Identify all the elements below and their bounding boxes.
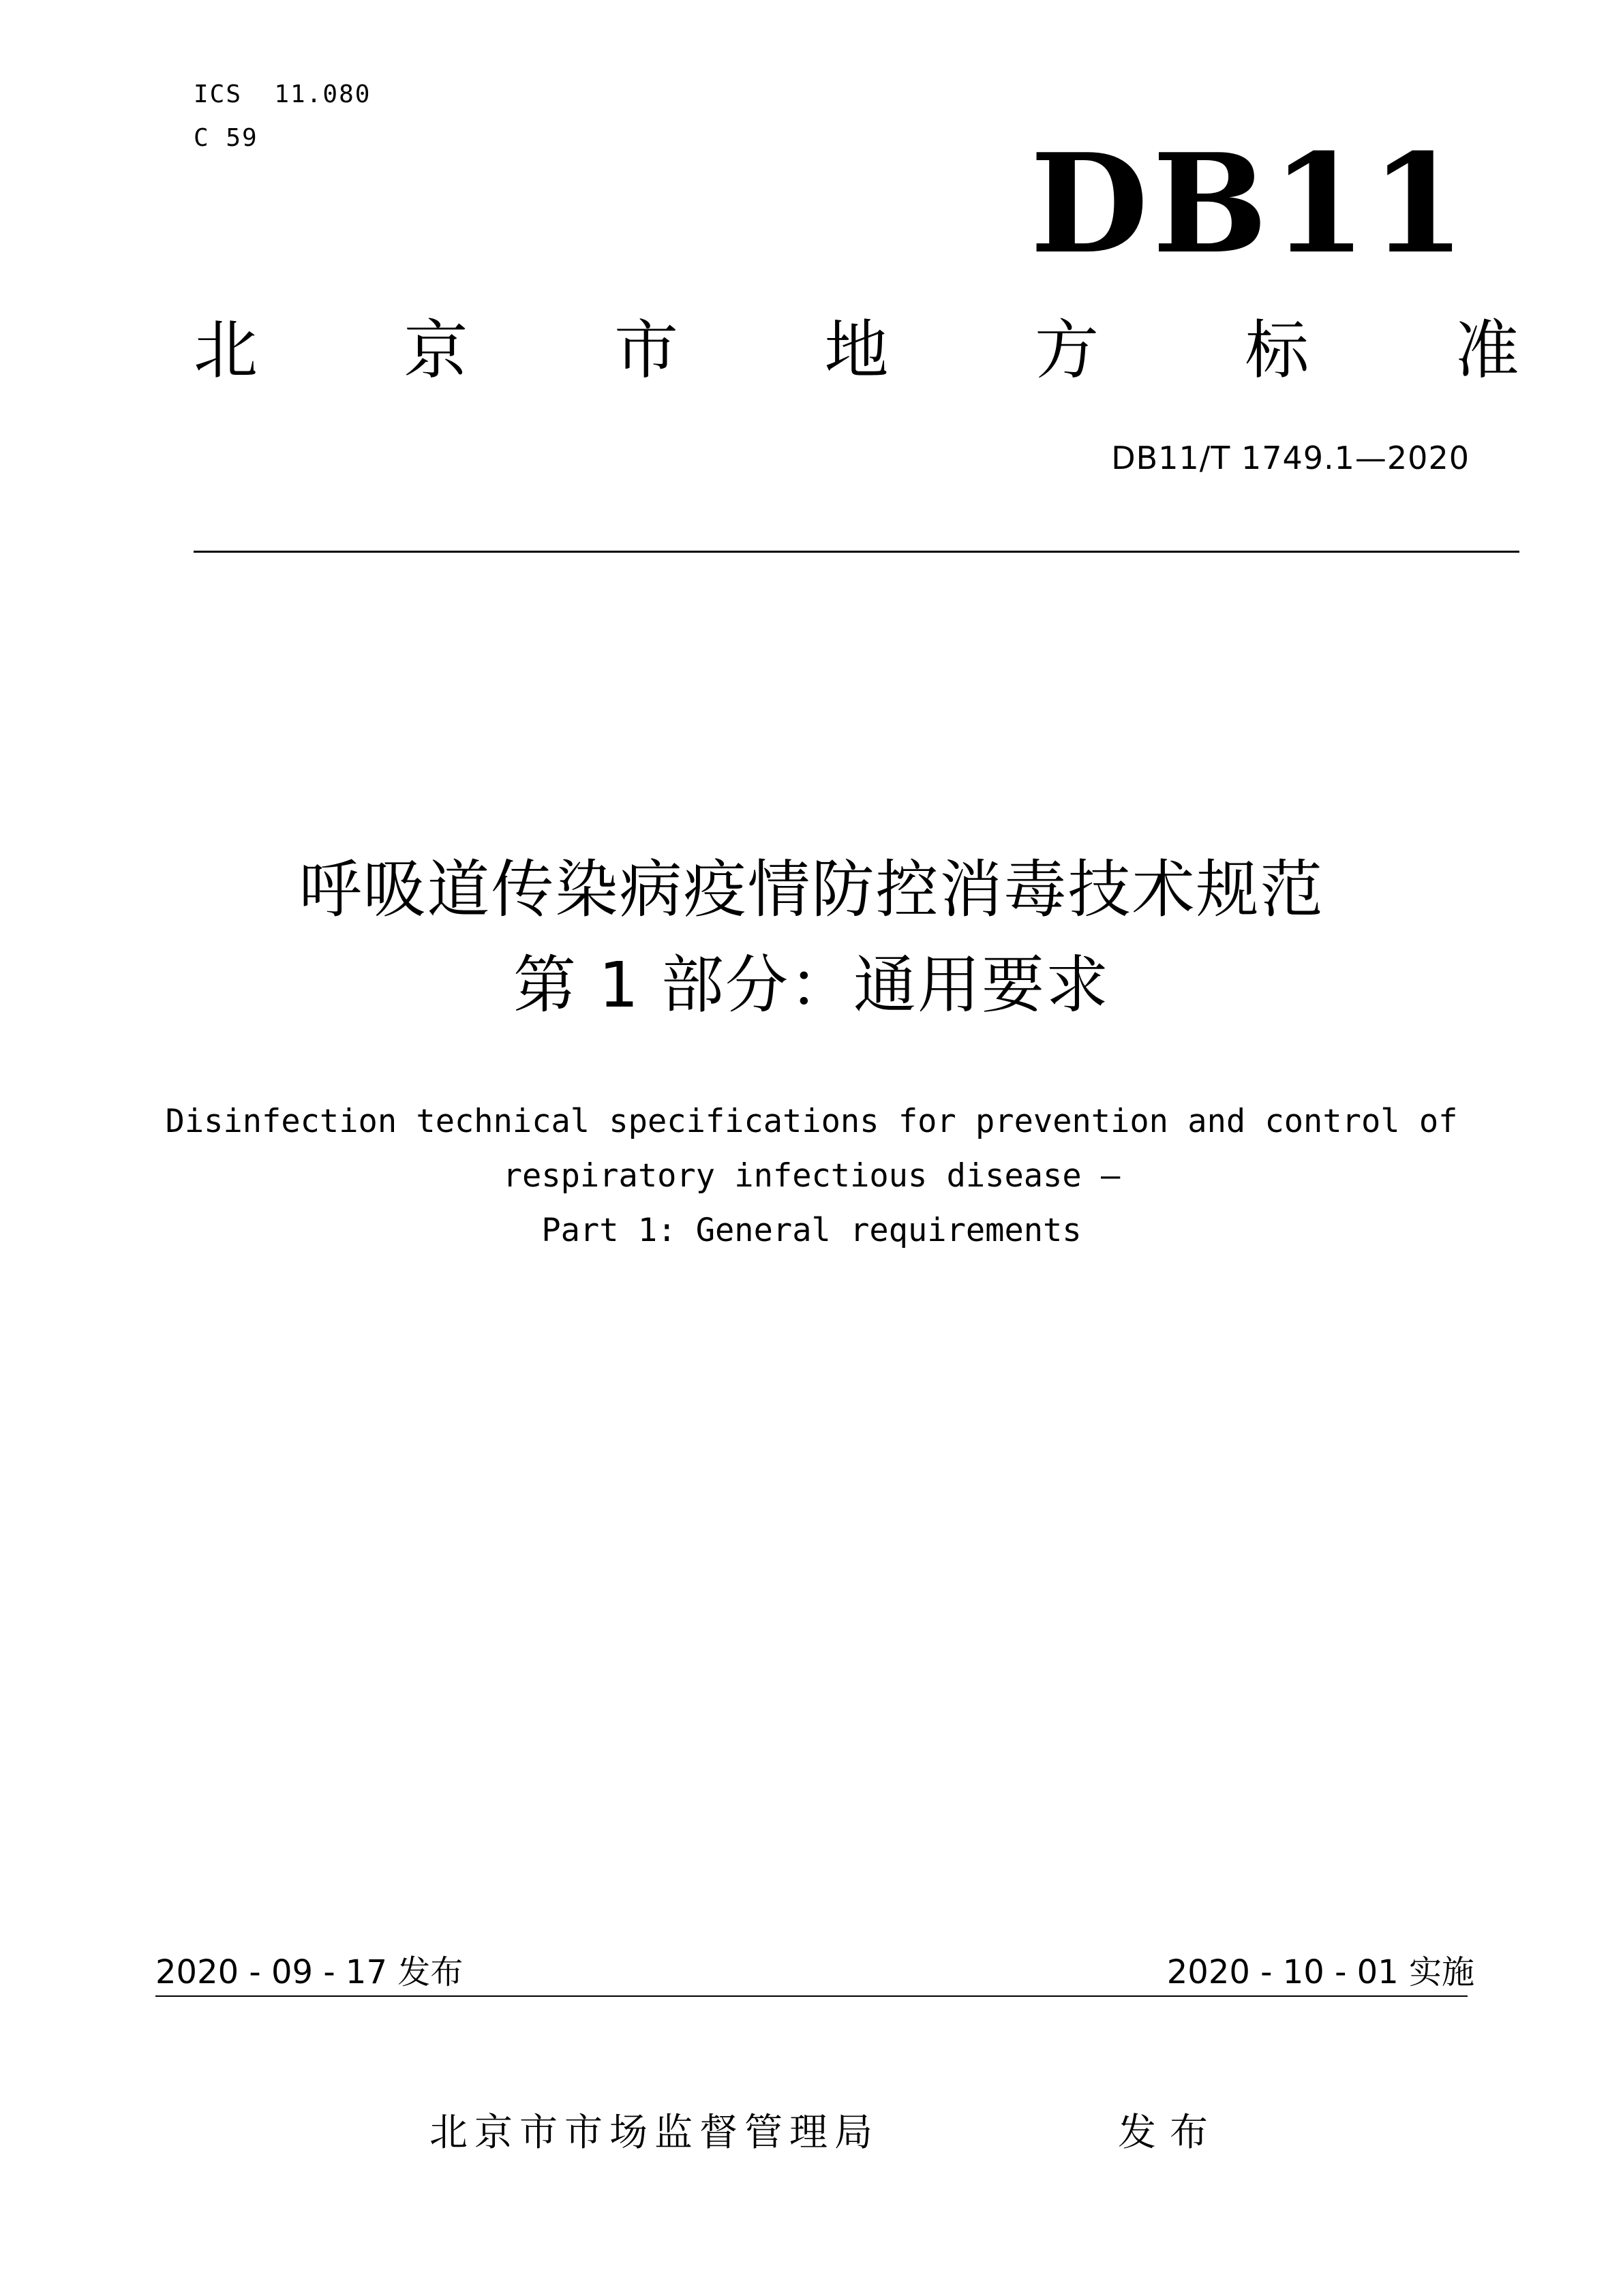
ics-code: ICS 11.080 — [194, 80, 371, 108]
publisher-name: 北京市市场监督管理局 — [429, 2111, 879, 2155]
en-title-line-1: Disinfection technical specifications for prevention and control of — [165, 1103, 1458, 1140]
issue-date: 2020 - 09 - 17 发布 — [155, 1953, 464, 1991]
publish-label: 发布 — [1118, 2111, 1222, 2155]
cn-title-line-1: 呼吸道传染病疫情防控消毒技术规范 — [299, 853, 1324, 926]
cn-title-line-2: 第 1 部分：通用要求 — [513, 949, 1110, 1022]
db11-logo: DB11 — [1030, 124, 1470, 284]
standard-type-char: 京 — [404, 313, 468, 388]
standard-number: DB11/T 1749.1—2020 — [1111, 440, 1470, 476]
header-divider — [194, 551, 1519, 553]
en-title-line-2: respiratory infectious disease — — [502, 1157, 1121, 1195]
implementation-date: 2020 - 10 - 01 实施 — [1166, 1953, 1474, 1991]
en-title-line-3: Part 1: General requirements — [541, 1212, 1082, 1249]
dates-divider — [155, 1995, 1468, 1997]
standard-type-char: 准 — [1455, 313, 1519, 388]
standard-type-char: 地 — [824, 313, 889, 388]
standard-type-char: 市 — [613, 313, 678, 388]
standard-type-char: 北 — [194, 313, 258, 388]
standard-type-title — [194, 313, 1519, 388]
classification-code: C 59 — [194, 124, 258, 152]
standard-type-char: 标 — [1245, 313, 1309, 388]
standard-type-char: 方 — [1034, 313, 1099, 388]
